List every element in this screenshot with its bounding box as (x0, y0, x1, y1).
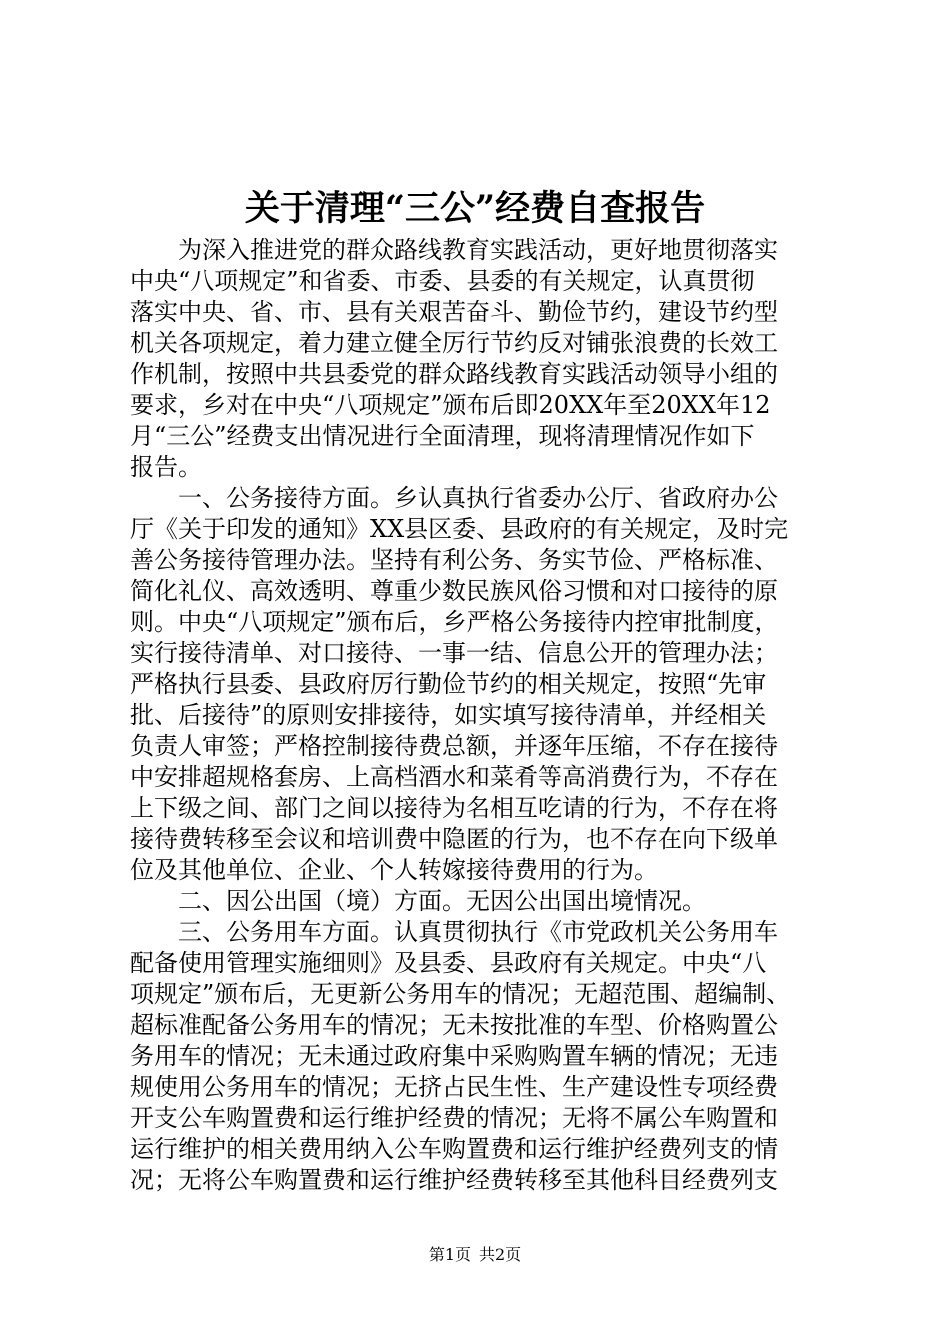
paragraph-line: 负责人审签；严格控制接待费总额，并逐年压缩，不存在接待 (130, 732, 778, 760)
paragraph-line: 超标准配备公务用车的情况；无未按批准的车型、价格购置公 (130, 1011, 778, 1039)
paragraph-line: 中安排超规格套房、上高档酒水和菜肴等高消费行为，不存在 (130, 763, 778, 791)
paragraph-line: 上下级之间、部门之间以接待为名相互吃请的行为，不存在将 (130, 794, 778, 822)
page-number: 第1页 (428, 1245, 471, 1264)
paragraph-line: 务用车的情况；无未通过政府集中采购购置车辆的情况；无违 (130, 1042, 778, 1070)
document-body (130, 235, 830, 1196)
paragraph-line: 则。中央“八项规定”颁布后，乡严格公务接待内控审批制度， (130, 608, 779, 636)
page-total: 共2页 (479, 1245, 522, 1264)
paragraph-line: 接待费转移至会议和培训费中隐匿的行为，也不存在向下级单 (130, 825, 778, 853)
document-title: 关于清理“三公”经费自查报告 (244, 188, 706, 229)
paragraph-line: 二、因公出国（境）方面。无因公出国出境情况。 (178, 887, 706, 915)
paragraph-line: 落实中央、省、市、县有关艰苦奋斗、勤俭节约，建设节约型 (130, 298, 778, 326)
paragraph-line: 运行维护的相关费用纳入公车购置费和运行维护经费列支的情 (130, 1135, 778, 1163)
page-footer (0, 1244, 950, 1266)
paragraph-line: 机关各项规定，着力建立健全厉行节约反对铺张浪费的长效工 (130, 329, 778, 357)
paragraph-line: 规使用公务用车的情况；无挤占民生性、生产建设性专项经费 (130, 1073, 778, 1101)
paragraph-line: 严格执行县委、县政府厉行勤俭节约的相关规定，按照“先审 (130, 670, 767, 698)
paragraph-line: 善公务接待管理办法。坚持有利公务、务实节俭、严格标准、 (130, 546, 778, 574)
paragraph-line: 月“三公”经费支出情况进行全面清理，现将清理情况作如下 (130, 422, 755, 450)
paragraph-line: 一、公务接待方面。乡认真执行省委办公厅、省政府办公 (178, 484, 778, 512)
paragraph-line: 位及其他单位、企业、个人转嫁接待费用的行为。 (130, 856, 658, 884)
paragraph-line: 厅《关于印发的通知》XX县区委、县政府的有关规定，及时完 (130, 515, 789, 543)
paragraph-line: 配备使用管理实施细则》及县委、县政府有关规定。中央“八 (130, 949, 767, 977)
paragraph-line: 开支公车购置费和运行维护经费的情况；无将不属公车购置和 (130, 1104, 778, 1132)
paragraph-line: 项规定”颁布后，无更新公务用车的情况；无超范围、超编制、 (130, 980, 791, 1008)
paragraph-line: 为深入推进党的群众路线教育实践活动，更好地贯彻落实 (178, 236, 778, 264)
paragraph-line: 要求，乡对在中央“八项规定”颁布后即20XX年至20XX年12 (130, 391, 771, 419)
paragraph-line: 实行接待清单、对口接待、一事一结、信息公开的管理办法； (130, 639, 778, 667)
paragraph-line: 中央“八项规定”和省委、市委、县委的有关规定，认真贯彻 (130, 267, 755, 295)
paragraph-line: 简化礼仪、高效透明、尊重少数民族风俗习惯和对口接待的原 (130, 577, 778, 605)
paragraph-line: 批、后接待”的原则安排接待，如实填写接待清单，并经相关 (130, 701, 767, 729)
paragraph-line: 况；无将公车购置费和运行维护经费转移至其他科目经费列支 (130, 1166, 778, 1194)
paragraph-line: 作机制，按照中共县委党的群众路线教育实践活动领导小组的 (130, 360, 778, 388)
paragraph-line: 三、公务用车方面。认真贯彻执行《市党政机关公务用车 (178, 918, 778, 946)
paragraph-line: 报告。 (130, 453, 202, 481)
